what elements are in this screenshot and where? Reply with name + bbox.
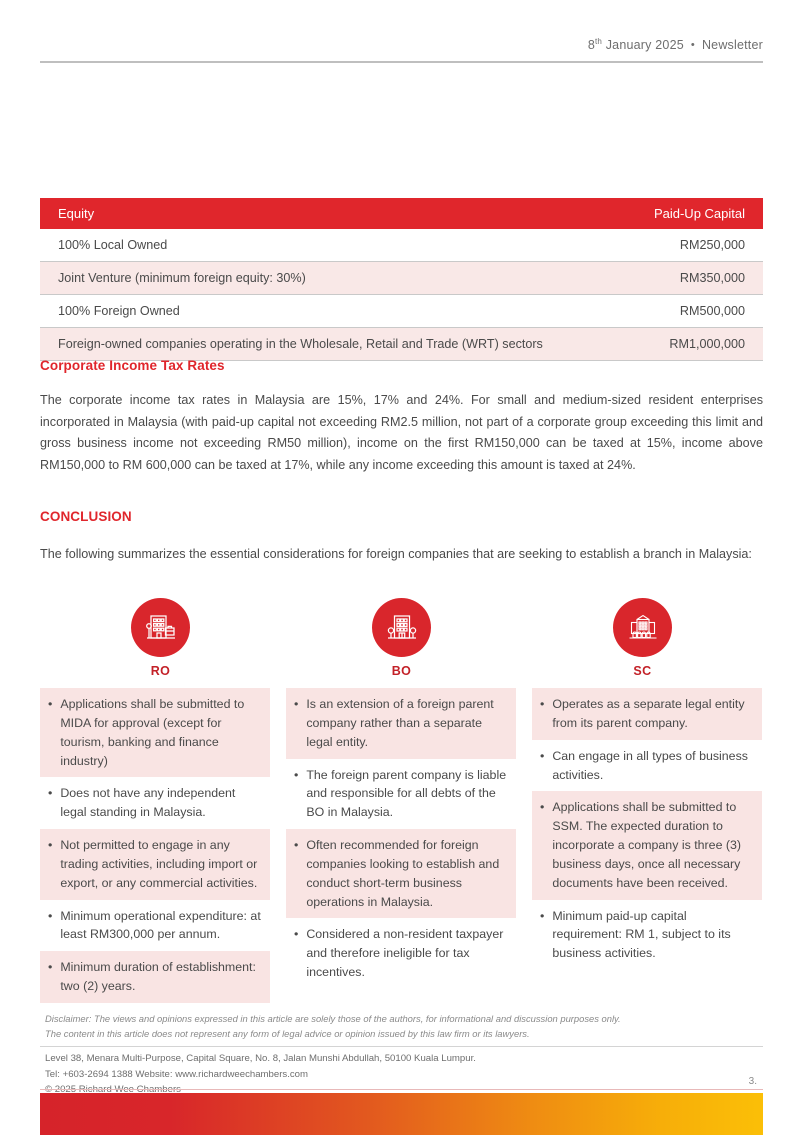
entity-icons-row: [40, 598, 763, 678]
bullet-point-icon: •: [48, 960, 53, 975]
table-row: [40, 295, 763, 328]
section-heading-conclusion: CONCLUSION: [40, 509, 132, 524]
bullet-point-icon: •: [540, 748, 545, 763]
disclaimer-line-1: Disclaimer: The views and opinions expressed in this article are solely those of the authors, for informational and discussion purposes only.: [45, 1013, 621, 1024]
corporate-building-complex-icon: [613, 598, 672, 657]
paragraph-tax-rates: The corporate income tax rates in Malaysia are 15%, 17% and 24%. For small and medium-sized resident enterprises incorporated in Malaysia (with paid-up capital not exceeding RM2.5 million, not part of a corporate group exceeding this limit and gross business income not exceeding RM50 million), income on the first RM150,000 can be taxed at 15%, income above RM150,000 to RM 600,000 can be taxed at 17%, while any income exceeding this amount is taxed at 24%.: [40, 393, 763, 472]
bullet-point-icon: •: [540, 908, 545, 923]
header-date-line: [588, 38, 763, 52]
contact-address: Level 38, Menara Multi-Purpose, Capital Square, No. 8, Jalan Munshi Abdullah, 50100 Kuala Lumpur.: [45, 1053, 476, 1064]
column-header-equity: Equity: [40, 198, 615, 229]
list-item-text: The foreign parent company is liable and responsible for all debts of the BO in Malaysia.: [306, 767, 507, 820]
table-cell-equity: 100% Foreign Owned: [40, 295, 615, 328]
header-newsletter-label: Newsletter: [701, 38, 763, 52]
list-item-text: Not permitted to engage in any trading activities, including import or export, or any commercial activities.: [60, 838, 258, 890]
header-divider: [40, 61, 763, 63]
entity-bullet-columns: [40, 688, 763, 1003]
list-item-text: Can engage in all types of business activities.: [552, 748, 748, 782]
table-row: [40, 229, 763, 262]
bullet-point-icon: •: [540, 800, 545, 815]
table-row: [40, 262, 763, 295]
bullet-point-icon: •: [48, 838, 53, 853]
entity-icon-cell-sc: [522, 598, 763, 678]
contact-block: [45, 1051, 705, 1098]
section-heading-tax-rates: Corporate Income Tax Rates: [40, 358, 225, 373]
table-cell-equity: Joint Venture (minimum foreign equity: 30%): [40, 262, 615, 295]
page-number: 3.: [748, 1076, 757, 1087]
list-item-text: Applications shall be submitted to SSM. The expected duration to incorporate a company is three (3) business days, once all necessary documents have been received.: [552, 800, 742, 890]
header-date-rest: January 2025: [602, 38, 684, 52]
list-item-text: Operates as a separate legal entity from its parent company.: [552, 697, 745, 730]
list-item: [286, 688, 516, 759]
table-cell-capital: RM350,000: [615, 262, 763, 295]
footer-divider: [40, 1046, 763, 1047]
bullet-column-bo: [286, 688, 516, 1003]
header-date-ordinal: th: [594, 36, 603, 46]
table-cell-capital: RM250,000: [615, 229, 763, 262]
bullet-point-icon: •: [294, 927, 299, 942]
entity-icon-cell-ro: [40, 598, 281, 678]
list-item: [532, 740, 762, 792]
bullet-point-icon: •: [540, 697, 545, 711]
office-building-trees-icon: [372, 598, 431, 657]
table-head: [40, 198, 763, 229]
bullet-point-icon: •: [294, 767, 299, 782]
list-item: [286, 759, 516, 830]
paragraph-conclusion: The following summarizes the essential considerations for foreign companies that are seeking to establish a branch in Malaysia:: [40, 547, 752, 561]
bullet-column-ro: [40, 688, 270, 1003]
list-item: [40, 951, 270, 1003]
list-item-text: Does not have any independent legal standing in Malaysia.: [60, 786, 236, 820]
entity-icon-cell-bo: [281, 598, 522, 678]
disclaimer-line-2: The content in this article does not represent any form of legal advice or opinion issued by this law firm or its lawyers.: [45, 1028, 530, 1040]
list-item: [40, 829, 270, 900]
disclaimer-text: [45, 1011, 745, 1041]
list-item: [286, 829, 516, 918]
bullet-point-icon: •: [48, 908, 53, 923]
bullet-point-icon: •: [48, 697, 53, 711]
bullet-point-icon: •: [294, 697, 299, 711]
list-item-text: Applications shall be submitted to MIDA for approval (except for tourism, banking and finance industry): [60, 697, 245, 768]
list-item: [532, 791, 762, 899]
table-body: [40, 229, 763, 361]
office-building-briefcase-icon: [131, 598, 190, 657]
table-cell-capital: RM1,000,000: [615, 328, 763, 361]
list-item: [286, 918, 516, 989]
list-item-text: Minimum duration of establishment: two (2) years.: [60, 960, 256, 994]
footer-gradient-bar: [40, 1093, 763, 1135]
bullet-point-icon: •: [294, 838, 299, 853]
column-header-paid-up-capital: Paid-Up Capital: [615, 198, 763, 229]
entity-label-bo: BO: [391, 664, 412, 678]
list-item: [40, 688, 270, 777]
table-cell-capital: RM500,000: [615, 295, 763, 328]
table-cell-equity: Foreign-owned companies operating in the Wholesale, Retail and Trade (WRT) sectors: [40, 328, 615, 361]
equity-paid-up-capital-table: [40, 198, 763, 361]
contact-tel-website: Tel: +603-2694 1388 Website: www.richardweechambers.com: [45, 1068, 308, 1080]
bottom-thin-rule: [40, 1089, 763, 1090]
entity-label-sc: SC: [633, 664, 652, 678]
list-item: [532, 688, 762, 740]
page-header: [40, 36, 763, 54]
table-row: [40, 328, 763, 361]
entity-label-ro: RO: [150, 664, 171, 678]
header-separator-dot: •: [690, 39, 695, 51]
list-item: [40, 900, 270, 952]
header-date-day: 8: [587, 38, 595, 52]
list-item: [40, 777, 270, 829]
list-item-text: Considered a non-resident taxpayer and therefore ineligible for tax incentives.: [306, 927, 504, 980]
list-item-text: Often recommended for foreign companies looking to establish and conduct short-term business operations in Malaysia.: [306, 838, 500, 909]
list-item: [532, 900, 762, 971]
bullet-column-sc: [532, 688, 762, 1003]
list-item-text: Minimum operational expenditure: at least RM300,000 per annum.: [60, 908, 261, 942]
list-item-text: Is an extension of a foreign parent company rather than a separate legal entity.: [306, 697, 494, 749]
list-item-text: Minimum paid-up capital requirement: RM 1, subject to its business activities.: [552, 908, 731, 961]
table-header-row: [40, 198, 763, 229]
table-cell-equity: 100% Local Owned: [40, 229, 615, 262]
bullet-point-icon: •: [48, 786, 53, 801]
